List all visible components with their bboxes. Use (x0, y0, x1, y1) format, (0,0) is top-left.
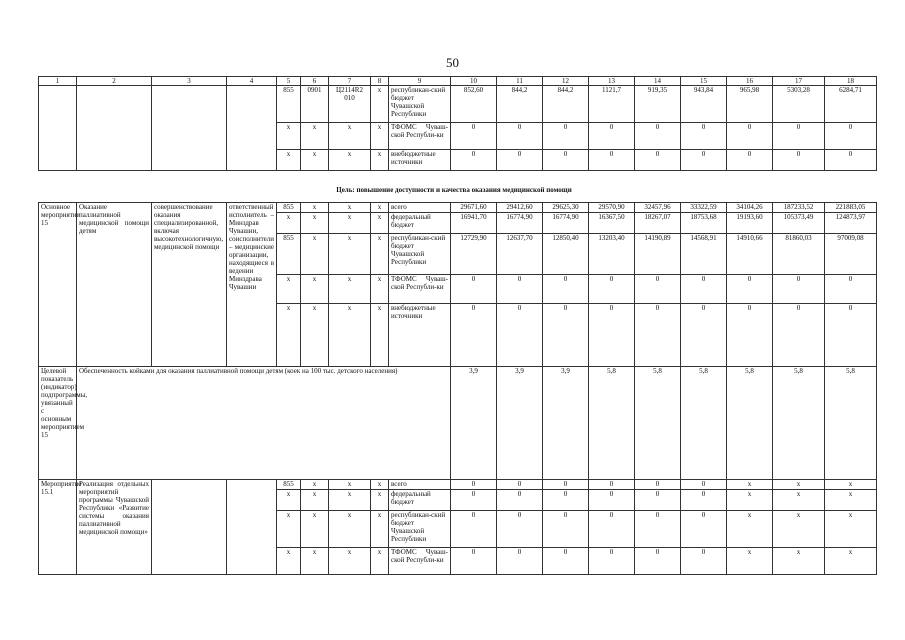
amount-cell: 0 (681, 548, 727, 575)
amount-cell: 0 (543, 304, 589, 367)
column-number: 3 (152, 77, 227, 86)
amount-cell: 0 (589, 275, 635, 304)
amount-cell: 0 (635, 548, 681, 575)
amount-cell: 0 (589, 548, 635, 575)
amount-cell: 0 (681, 123, 727, 150)
amount-cell: 0 (635, 480, 681, 490)
budget-table-event-15 (38, 202, 877, 575)
blank-cell (39, 86, 77, 171)
event-task: совершенствование оказания специализированной, включая высокотехнологичную, медицинской помощи (152, 203, 227, 367)
grbs-code: х (277, 150, 301, 171)
amount-cell: 34104,26 (727, 203, 773, 213)
section-code: х (301, 304, 329, 367)
amount-cell: 124873,97 (825, 213, 877, 234)
amount-cell: 187233,52 (773, 203, 825, 213)
amount-cell: 32457,96 (635, 203, 681, 213)
amount-cell: 0 (589, 304, 635, 367)
amount-cell: 0 (635, 490, 681, 511)
grbs-code: х (277, 304, 301, 367)
amount-cell: 0 (451, 548, 497, 575)
amount-cell: х (773, 548, 825, 575)
blank-cell (152, 86, 227, 171)
amount-cell: 0 (589, 123, 635, 150)
amount-cell: 844,2 (497, 86, 543, 123)
funding-source: ТФОМС Чуваш-ской Республи-ки (389, 123, 451, 150)
funding-source: всего (389, 203, 451, 213)
funding-source: республикан-ский бюджет Чувашской Республики (389, 86, 451, 123)
funding-source: ТФОМС Чуваш-ской Республи-ки (389, 275, 451, 304)
target-article-code: х (329, 234, 371, 275)
amount-cell: 29412,60 (497, 203, 543, 213)
blank-cell (227, 480, 277, 575)
amount-cell: 943,84 (681, 86, 727, 123)
expense-type-code: х (371, 234, 389, 275)
amount-cell: 919,35 (635, 86, 681, 123)
target-article-code: х (329, 480, 371, 490)
indicator-value: 5,8 (681, 367, 727, 480)
target-article-code: х (329, 275, 371, 304)
grbs-code: х (277, 490, 301, 511)
amount-cell: х (773, 480, 825, 490)
expense-type-code: х (371, 275, 389, 304)
indicator-value: 5,8 (773, 367, 825, 480)
amount-cell: 0 (589, 480, 635, 490)
indicator-value: 5,8 (727, 367, 773, 480)
amount-cell: 0 (497, 150, 543, 171)
amount-cell: 0 (543, 275, 589, 304)
section-code: х (301, 275, 329, 304)
grbs-code: х (277, 511, 301, 548)
section-code: х (301, 480, 329, 490)
grbs-code: х (277, 213, 301, 234)
amount-cell: 0 (727, 304, 773, 367)
amount-cell: х (825, 548, 877, 575)
amount-cell: 12850,40 (543, 234, 589, 275)
amount-cell: 0 (825, 275, 877, 304)
column-number: 13 (589, 77, 635, 86)
amount-cell: 16367,50 (589, 213, 635, 234)
expense-type-code: х (371, 304, 389, 367)
amount-cell: 965,98 (727, 86, 773, 123)
event-executor: ответственный исполнитель – Минздрав Чувашии, соисполнители – медицинские организации, находящиеся в ведении Минздрава Чувашии (227, 203, 277, 367)
amount-cell: 13203,40 (589, 234, 635, 275)
amount-cell: 0 (727, 123, 773, 150)
amount-cell: 0 (773, 304, 825, 367)
budget-table-continued (38, 76, 877, 171)
target-article-code: х (329, 213, 371, 234)
amount-cell: 852,60 (451, 86, 497, 123)
blank-cell (152, 480, 227, 575)
target-article-code: х (329, 123, 371, 150)
column-number: 15 (681, 77, 727, 86)
amount-cell: 0 (681, 511, 727, 548)
amount-cell: х (825, 490, 877, 511)
expense-type-code: х (371, 490, 389, 511)
amount-cell: 16774,90 (543, 213, 589, 234)
amount-cell: 14910,66 (727, 234, 773, 275)
column-number: 2 (77, 77, 152, 86)
indicator-value: 3,9 (543, 367, 589, 480)
amount-cell: 0 (497, 511, 543, 548)
indicator-value: 5,8 (635, 367, 681, 480)
funding-source: внебюджетные источники (389, 150, 451, 171)
amount-cell: 0 (635, 150, 681, 171)
amount-cell: х (825, 480, 877, 490)
amount-cell: 0 (543, 511, 589, 548)
amount-cell: 0 (773, 123, 825, 150)
column-number: 6 (301, 77, 329, 86)
target-article-code: х (329, 511, 371, 548)
grbs-code: 855 (277, 86, 301, 123)
expense-type-code: х (371, 511, 389, 548)
indicator-value: 3,9 (497, 367, 543, 480)
expense-type-code: х (371, 203, 389, 213)
goal-heading: Цель: повышение доступности и качества оказания медицинской помощи (336, 186, 572, 194)
section-code: х (301, 150, 329, 171)
amount-cell: 0 (497, 480, 543, 490)
target-article-code: х (329, 203, 371, 213)
column-numbers-row (39, 77, 877, 86)
table-row (39, 86, 877, 123)
funding-source: федеральный бюджет (389, 213, 451, 234)
amount-cell: 0 (825, 150, 877, 171)
amount-cell: 16774,90 (497, 213, 543, 234)
amount-cell: 33322,59 (681, 203, 727, 213)
funding-source: ТФОМС Чуваш-ской Республи-ки (389, 548, 451, 575)
section-code: х (301, 213, 329, 234)
amount-cell: 16941,70 (451, 213, 497, 234)
amount-cell: 0 (635, 304, 681, 367)
amount-cell: 0 (727, 275, 773, 304)
amount-cell: 0 (589, 490, 635, 511)
amount-cell: 0 (497, 548, 543, 575)
amount-cell: 105373,49 (773, 213, 825, 234)
amount-cell: 0 (451, 304, 497, 367)
expense-type-code: х (371, 150, 389, 171)
amount-cell: 19193,60 (727, 213, 773, 234)
column-number: 7 (329, 77, 371, 86)
amount-cell: 0 (589, 511, 635, 548)
amount-cell: 0 (681, 150, 727, 171)
event-name: Оказание паллиативной медицинской помощи детям (77, 203, 152, 367)
section-code: х (301, 123, 329, 150)
amount-cell: 0 (727, 150, 773, 171)
amount-cell: 97009,08 (825, 234, 877, 275)
target-article-code: х (329, 150, 371, 171)
amount-cell: х (773, 490, 825, 511)
column-number: 11 (497, 77, 543, 86)
target-article-code: Ц2114R2 010 (329, 86, 371, 123)
amount-cell: 18753,68 (681, 213, 727, 234)
grbs-code: х (277, 123, 301, 150)
amount-cell: 5303,28 (773, 86, 825, 123)
amount-cell: 0 (681, 490, 727, 511)
column-number: 17 (773, 77, 825, 86)
amount-cell: х (773, 511, 825, 548)
amount-cell: 221883,05 (825, 203, 877, 213)
amount-cell: 0 (773, 275, 825, 304)
column-number: 1 (39, 77, 77, 86)
amount-cell: х (727, 548, 773, 575)
indicator-value: 3,9 (451, 367, 497, 480)
amount-cell: 29570,90 (589, 203, 635, 213)
table-row (39, 480, 877, 490)
amount-cell: х (727, 511, 773, 548)
indicator-label: Целевой показатель (индикатор) подпрограммы, увязанный с основным мероприятием 15 (39, 367, 77, 480)
funding-source: внебюджетные источники (389, 304, 451, 367)
amount-cell: 6284,71 (825, 86, 877, 123)
amount-cell: 0 (635, 275, 681, 304)
table-row (39, 203, 877, 213)
indicator-value: 5,8 (825, 367, 877, 480)
page-number: 50 (446, 55, 459, 70)
section-code: х (301, 511, 329, 548)
funding-source: республикан-ский бюджет Чувашской Республики (389, 234, 451, 275)
amount-cell: 0 (635, 123, 681, 150)
blank-cell (77, 86, 152, 171)
amount-cell: 0 (543, 490, 589, 511)
amount-cell: 12637,70 (497, 234, 543, 275)
amount-cell: х (727, 480, 773, 490)
amount-cell: 29625,30 (543, 203, 589, 213)
indicator-row (39, 367, 877, 480)
amount-cell: 0 (825, 123, 877, 150)
expense-type-code: х (371, 213, 389, 234)
event-type: Мероприятие 15.1 (39, 480, 77, 575)
amount-cell: 0 (451, 480, 497, 490)
amount-cell: 0 (543, 123, 589, 150)
amount-cell: 29671,60 (451, 203, 497, 213)
amount-cell: 0 (451, 511, 497, 548)
amount-cell: 12729,90 (451, 234, 497, 275)
column-number: 18 (825, 77, 877, 86)
amount-cell: 0 (451, 275, 497, 304)
expense-type-code: х (371, 123, 389, 150)
target-article-code: х (329, 304, 371, 367)
column-number: 10 (451, 77, 497, 86)
expense-type-code: х (371, 480, 389, 490)
column-number: 16 (727, 77, 773, 86)
amount-cell: х (727, 490, 773, 511)
amount-cell: 844,2 (543, 86, 589, 123)
column-number: 8 (371, 77, 389, 86)
amount-cell: 0 (497, 275, 543, 304)
event-type: Основное мероприятие 15 (39, 203, 77, 367)
section-code: х (301, 234, 329, 275)
target-article-code: х (329, 548, 371, 575)
section-code: х (301, 203, 329, 213)
amount-cell: 0 (497, 490, 543, 511)
amount-cell: 0 (543, 150, 589, 171)
column-number: 9 (389, 77, 451, 86)
amount-cell: 18267,07 (635, 213, 681, 234)
grbs-code: х (277, 548, 301, 575)
blank-cell (227, 86, 277, 171)
funding-source: всего (389, 480, 451, 490)
column-number: 14 (635, 77, 681, 86)
amount-cell: 0 (681, 275, 727, 304)
section-code: х (301, 548, 329, 575)
amount-cell: 0 (451, 123, 497, 150)
funding-source: федеральный бюджет (389, 490, 451, 511)
amount-cell: 0 (773, 150, 825, 171)
amount-cell: 0 (825, 304, 877, 367)
amount-cell: 0 (681, 304, 727, 367)
amount-cell: 0 (451, 150, 497, 171)
indicator-description: Обеспеченность койками для оказания паллиативной помощи детям (коек на 100 тыс. детского населения) (77, 367, 451, 480)
amount-cell: 0 (497, 304, 543, 367)
column-number: 12 (543, 77, 589, 86)
funding-source: республикан-ский бюджет Чувашской Республики (389, 511, 451, 548)
column-number: 5 (277, 77, 301, 86)
amount-cell: 0 (451, 490, 497, 511)
grbs-code: х (277, 275, 301, 304)
amount-cell: 0 (635, 511, 681, 548)
amount-cell: 14190,89 (635, 234, 681, 275)
amount-cell: 0 (543, 480, 589, 490)
section-code: 0901 (301, 86, 329, 123)
amount-cell: 0 (589, 150, 635, 171)
section-code: х (301, 490, 329, 511)
amount-cell: 1121,7 (589, 86, 635, 123)
expense-type-code: х (371, 86, 389, 123)
grbs-code: 855 (277, 234, 301, 275)
amount-cell: х (825, 511, 877, 548)
grbs-code: 855 (277, 203, 301, 213)
column-number: 4 (227, 77, 277, 86)
amount-cell: 81860,03 (773, 234, 825, 275)
target-article-code: х (329, 490, 371, 511)
expense-type-code: х (371, 548, 389, 575)
amount-cell: 14568,91 (681, 234, 727, 275)
amount-cell: 0 (497, 123, 543, 150)
amount-cell: 0 (543, 548, 589, 575)
grbs-code: 855 (277, 480, 301, 490)
event-name: Реализация отдельных мероприятий программы Чувашской Республики «Развитие системы оказания паллиативной медицинской помощи» (77, 480, 152, 575)
amount-cell: 0 (681, 480, 727, 490)
indicator-value: 5,8 (589, 367, 635, 480)
